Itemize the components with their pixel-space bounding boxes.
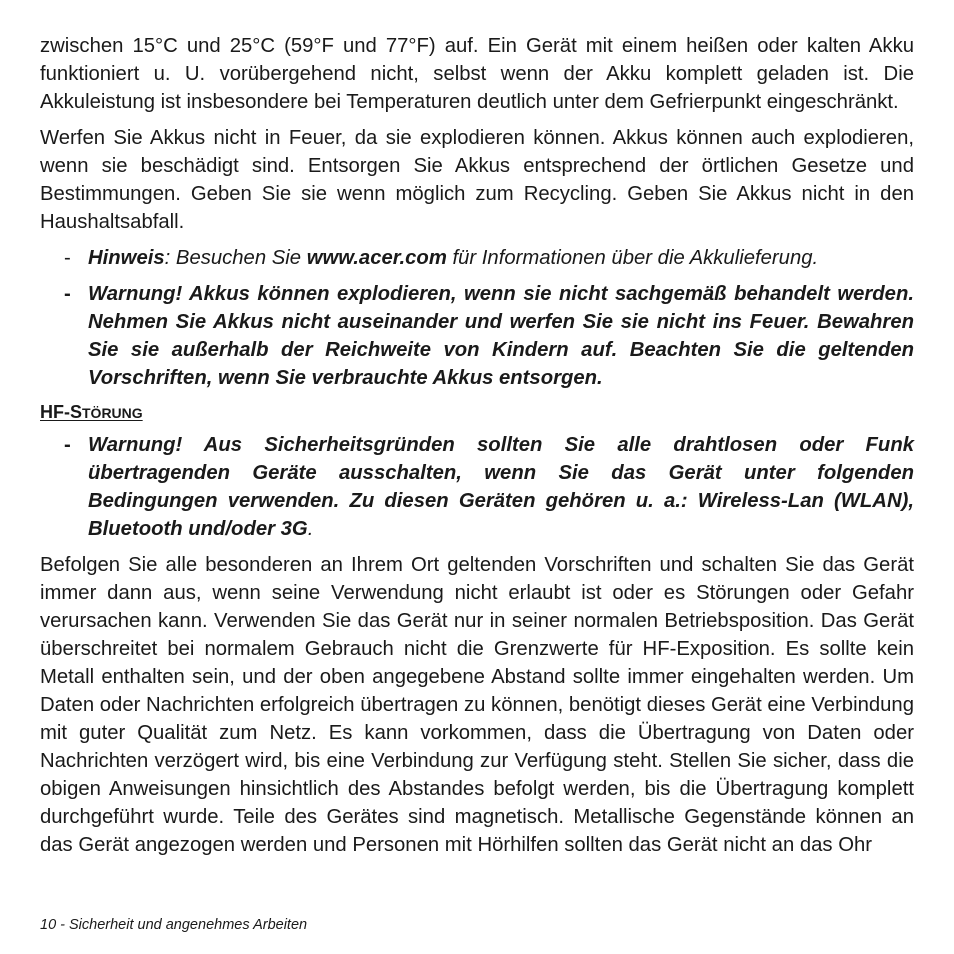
page-footer: 10 - Sicherheit und angenehmes Arbeiten xyxy=(40,917,308,933)
warning-battery-text: Warnung! Akkus können explodieren, wenn sie nicht sachgemäß behandelt werden. Nehmen Sie Akkus nicht auseinander und werfen Sie sie nicht ins Feuer. Bewahren Sie sie außerhalb der Reichweite von Kindern auf. Beachten Sie die geltenden Vorschriften, wenn Sie verbrauchte Akkus entsorgen. xyxy=(88,283,914,389)
warning-wireless-bullet xyxy=(40,431,914,543)
paragraph-hf-rules: Befolgen Sie alle besonderen an Ihrem Ort geltenden Vorschriften und schalten Sie das Gerät immer dann aus, wenn seine Verwendung nicht erlaubt ist oder es Störungen oder Gefahr verursachen kann. Verwenden Sie das Gerät nur in seiner normalen Betriebsposition. Das Gerät überschreitet bei normalem Gebrauch nicht die Grenzwerte für HF-Exposition. Es sollte kein Metall enthalten sein, und der oben angegebene Abstand sollte immer eingehalten werden. Um Daten oder Nachrichten erfolgreich übertragen zu können, benötigt dieses Gerät eine Verbindung mit guter Qualität zum Netz. Es kann vorkommen, dass die Übertragung von Daten oder Nachrichten verzögert wird, bis eine Verbindung zur Verfügung steht. Stellen Sie sicher, dass die obigen Anweisungen hinsichtlich des Abstandes befolgt werden, bis die Übertragung komplett durchgeführt wurde. Teile des Gerätes sind magnetisch. Metallische Gegenstände können an das Gerät angezogen werden und Personen mit Hörhilfen sollten das Gerät nicht an das Ohr xyxy=(40,554,914,856)
bullet-dash: - xyxy=(64,283,71,305)
document-page xyxy=(40,32,914,867)
section-heading-hf xyxy=(40,400,914,425)
paragraph-battery-disposal: Werfen Sie Akkus nicht in Feuer, da sie explodieren können. Akkus können auch explodieren, wenn sie beschädigt sind. Entsorgen Sie Akkus entsprechend der örtlichen Gesetze und Bestimmungen. Geben Sie sie wenn möglich zum Recycling. Geben Sie Akkus nicht in den Haushaltsabfall. xyxy=(40,127,914,233)
hint-text-end: für Informationen über die Akkulieferung. xyxy=(446,247,819,269)
warning-wireless-text: Warnung! Aus Sicherheitsgründen sollten Sie alle drahtlosen oder Funk übertragenden Geräte ausschalten, wenn Sie das Gerät unter folgenden Bedingungen verwenden. Zu diesen Geräten gehören u. a.: Wireless-Lan (WLAN), Bluetooth und/oder 3G xyxy=(88,434,914,540)
section-heading-rest: TÖRUNG xyxy=(82,405,143,421)
acer-url-link[interactable]: www.acer.com xyxy=(306,247,447,269)
hint-bullet xyxy=(40,244,914,272)
warning-battery-bullet xyxy=(40,280,914,392)
warning-wireless-end: . xyxy=(307,518,314,540)
bullet-dash: - xyxy=(64,434,71,456)
paragraph-battery-temperature: zwischen 15°C und 25°C (59°F und 77°F) auf. Ein Gerät mit einem heißen oder kalten Akku funktioniert u. U. vorübergehend nicht, selbst wenn der Akku komplett geladen ist. Die Akkuleistung ist insbesondere bei Temperaturen deutlich unter dem Gefrierpunkt eingeschränkt. xyxy=(40,35,914,113)
section-heading-prefix: HF-S xyxy=(40,402,82,422)
hint-label: Hinweis xyxy=(88,247,165,269)
hint-text-start: : Besuchen Sie xyxy=(164,247,307,269)
bullet-dash: - xyxy=(64,247,71,269)
